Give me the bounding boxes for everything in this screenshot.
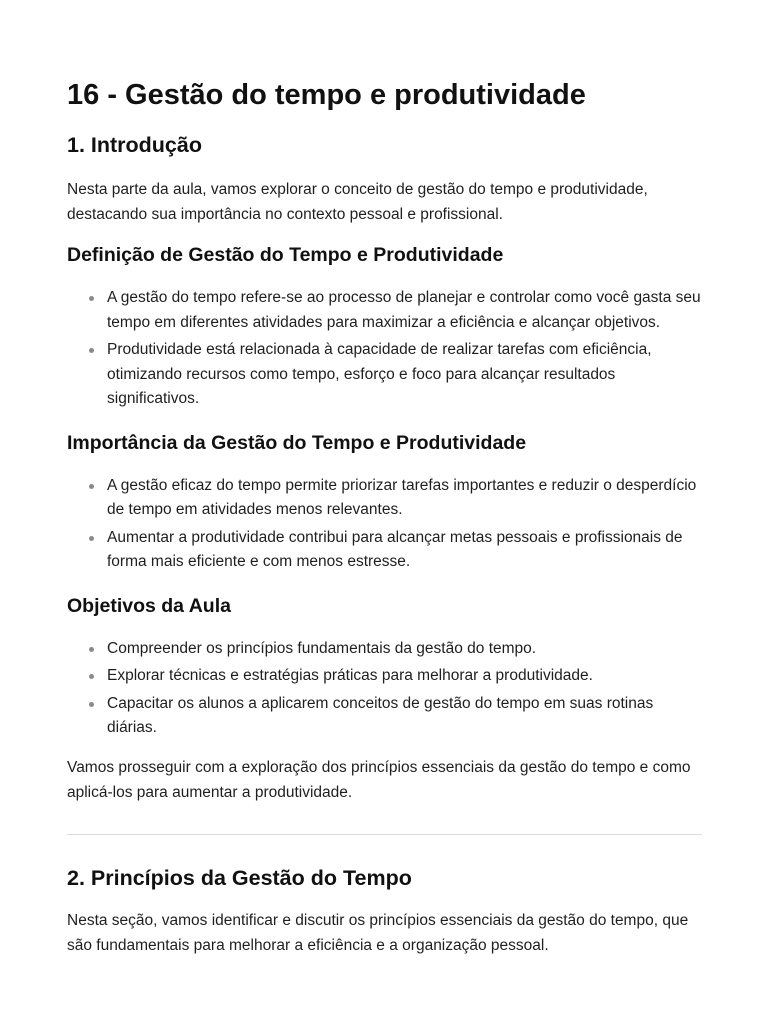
list-item-text: Produtividade está relacionada à capacidade de realizar tarefas com eficiência, otimizando recursos como tempo, esforço e foco para alcançar resultados significativos. (107, 341, 652, 407)
list-item-text: Capacitar os alunos a aplicarem conceitos de gestão do tempo em suas rotinas diárias. (107, 694, 654, 736)
list-item (67, 637, 702, 662)
list-item (67, 286, 702, 335)
list-item (67, 526, 702, 575)
list-item-text: A gestão do tempo refere-se ao processo de planejar e controlar como você gasta seu tempo em diferentes atividades para maximizar a eficiência e alcançar objetivos. (107, 289, 701, 331)
bullet-icon (89, 484, 94, 489)
importancia-list (67, 474, 702, 575)
definicao-list (67, 286, 702, 412)
list-item (67, 474, 702, 523)
subsection-heading-objetivos: Objetivos da Aula (67, 594, 231, 617)
section-heading-introducao: 1. Introdução (67, 133, 202, 157)
list-item-text: Explorar técnicas e estratégias práticas para melhorar a produtividade. (107, 667, 593, 684)
subsection-heading-importancia: Importância da Gestão do Tempo e Produtividade (67, 431, 527, 454)
list-item (67, 664, 702, 689)
principios-intro-paragraph: Nesta seção, vamos identificar e discutir os princípios essenciais da gestão do tempo, que são fundamentais para melhorar a eficiência e a organização pessoal. (67, 911, 689, 954)
bullet-icon (89, 702, 94, 707)
list-item (67, 692, 702, 741)
bullet-icon (89, 348, 94, 353)
bullet-icon (89, 674, 94, 679)
objetivos-list (67, 637, 702, 741)
list-item-text: A gestão eficaz do tempo permite priorizar tarefas importantes e reduzir o desperdício de tempo em atividades menos relevantes. (107, 476, 697, 518)
list-item (67, 338, 702, 412)
page-title: 16 - Gestão do tempo e produtividade (67, 79, 586, 111)
list-item-text: Compreender os princípios fundamentais da gestão do tempo. (107, 639, 537, 657)
subsection-heading-definicao: Definição de Gestão do Tempo e Produtividade (67, 244, 504, 266)
closing-paragraph: Vamos prosseguir com a exploração dos princípios essenciais da gestão do tempo e como aplicá-los para aumentar a produtividade. (67, 758, 691, 801)
intro-paragraph: Nesta parte da aula, vamos explorar o conceito de gestão do tempo e produtividade, destacando sua importância no contexto pessoal e profissional. (67, 181, 648, 223)
section-divider (67, 834, 702, 835)
section-heading-principios: 2. Princípios da Gestão do Tempo (67, 865, 412, 890)
bullet-icon (89, 536, 94, 541)
bullet-icon (89, 647, 94, 652)
bullet-icon (89, 296, 94, 301)
list-item-text: Aumentar a produtividade contribui para alcançar metas pessoais e profissionais de forma mais eficiente e com menos estresse. (107, 528, 683, 570)
